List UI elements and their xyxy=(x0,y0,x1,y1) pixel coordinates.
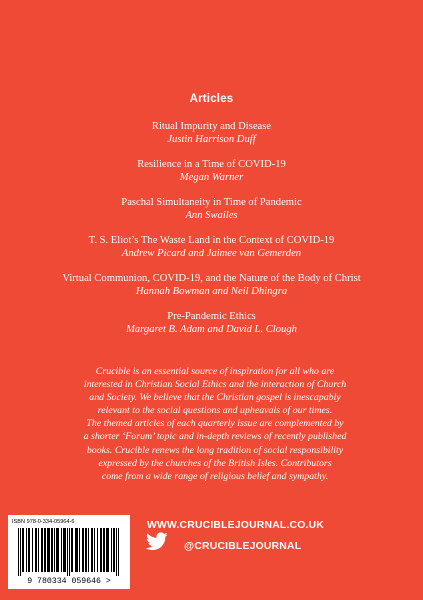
description-line: books. Crucible renews the long tradition of social responsibility xyxy=(86,444,344,456)
barcode-bars xyxy=(12,528,126,576)
article-title: T. S. Eliot’s The Waste Land in the Context of COVID-19 xyxy=(88,235,335,246)
article-author: Ann Swailes xyxy=(185,210,238,221)
description-line: and Society. We believe that the Christian gospel is inescapably xyxy=(89,392,341,404)
barcode-digits: 9 780334 059646 > xyxy=(27,577,111,586)
article-item xyxy=(0,310,423,336)
article-item xyxy=(0,234,423,260)
article-author: Justin Harrison Duff xyxy=(167,134,256,145)
article-author: Hannah Bowman and Neil Dhingra xyxy=(135,286,288,297)
description-line: The themed articles of each quarterly issue are complemented by xyxy=(86,418,344,430)
article-item xyxy=(0,196,423,222)
article-author: Megan Warner xyxy=(179,172,244,183)
journal-description xyxy=(80,365,350,483)
article-title: Virtual Communion, COVID-19, and the Nature of the Body of Christ xyxy=(62,273,361,284)
article-title: Resilience in a Time of COVID-19 xyxy=(137,159,286,170)
twitter-bird-icon xyxy=(146,532,168,551)
description-line: a shorter ‘Forum’ topic and in-depth reviews of recently published xyxy=(83,431,347,443)
description-line: expressed by the churches of the British Isles. Contributors xyxy=(98,457,332,469)
article-title: Ritual Impurity and Disease xyxy=(151,121,272,132)
description-line: come from a wide range of religious belief and sympathy. xyxy=(101,470,329,482)
article-author: Andrew Picard and Jaimee van Gemerden xyxy=(121,248,302,259)
article-item xyxy=(0,120,423,146)
description-line: Crucible is an essential source of inspiration for all who are xyxy=(95,366,335,377)
twitter-handle: @CRUCIBLEJOURNAL xyxy=(184,541,302,552)
article-item xyxy=(0,158,423,184)
isbn-barcode xyxy=(8,515,130,589)
isbn-label: ISBN 978-0-334-05964-6 xyxy=(12,519,75,525)
article-title: Pre-Pandemic Ethics xyxy=(167,311,256,322)
articles-heading: Articles xyxy=(189,93,234,105)
website-url: WWW.CRUCIBLEJOURNAL.CO.UK xyxy=(147,520,325,531)
article-author: Margaret B. Adam and David L. Clough xyxy=(126,324,297,335)
article-item xyxy=(0,272,423,298)
article-title: Paschal Simultaneity in Time of Pandemic xyxy=(121,197,302,208)
description-line: interested in Christian Social Ethics and the interaction of Church xyxy=(83,379,347,391)
article-list xyxy=(0,120,423,348)
description-line: relevant to the social questions and upheavals of our times. xyxy=(97,405,333,417)
